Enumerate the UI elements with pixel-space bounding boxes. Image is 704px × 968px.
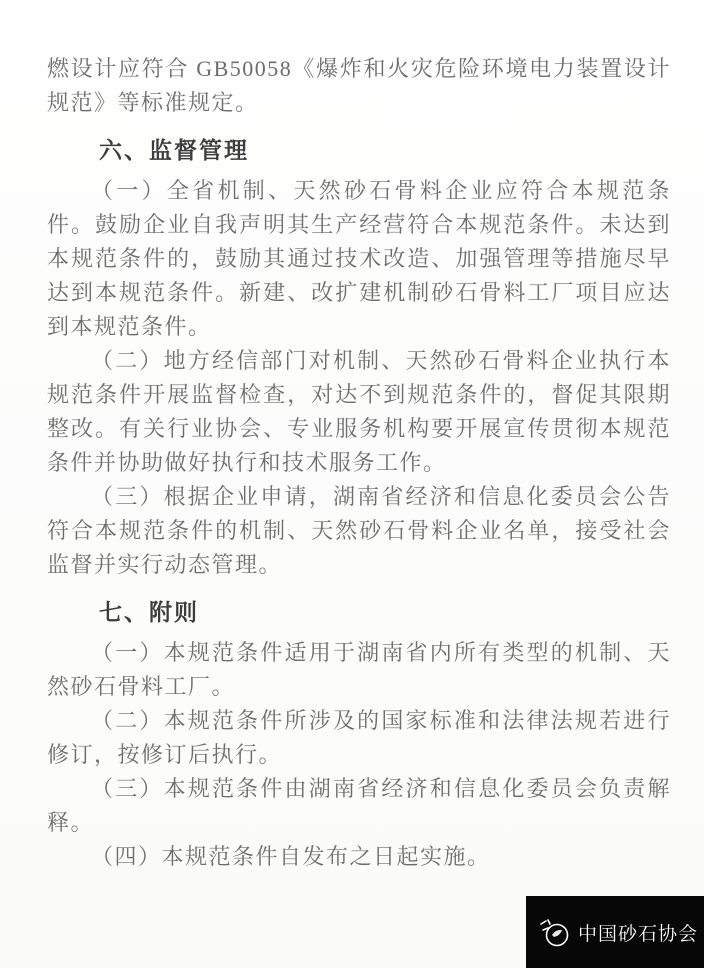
paragraph-supervision-3: （三）根据企业申请，湖南省经济和信息化委员会公告符合本规范条件的机制、天然砂石骨料企业名单，接受社会监督并实行动态管理。 — [47, 484, 671, 577]
watermark-bar — [526, 896, 704, 968]
paragraph-appendix-1: （一）本规范条件适用于湖南省内所有类型的机制、天然砂石骨料工厂。 — [47, 640, 671, 699]
section-heading-appendix: 七、附则 — [99, 599, 199, 625]
paragraph-supervision-1: （一）全省机制、天然砂石骨料企业应符合本规范条件。鼓励企业自我声明其生产经营符合本规范条件。未达到本规范条件的，鼓励其通过技术改造、加强管理等措施尽早达到本规范条件。新建、改扩建机制砂石骨料工厂项目应达到本规范条件。 — [47, 178, 671, 339]
watermark-brand-text: 中国砂石协会 — [578, 923, 699, 945]
paragraph-appendix-2: （二）本规范条件所涉及的国家标准和法律法规若进行修订，按修订后执行。 — [47, 708, 671, 767]
paragraph-supervision-2: （二）地方经信部门对机制、天然砂石骨料企业执行本规范条件开展监督检查，对达不到规范条件的，督促其限期整改。有关行业协会、专业服务机构要开展宣传贯彻本规范条件并协助做好执行和技术服务工作。 — [47, 348, 671, 475]
document-content — [47, 52, 671, 874]
cssa-logo-icon — [538, 914, 572, 950]
section-heading-supervision: 六、监督管理 — [99, 137, 249, 163]
paragraph-appendix-4: （四）本规范条件自发布之日起实施。 — [91, 844, 491, 869]
paragraph-intro-continuation: 燃设计应符合 GB50058《爆炸和火灾危险环境电力装置设计规范》等标准规定。 — [47, 56, 671, 115]
paragraph-appendix-3: （三）本规范条件由湖南省经济和信息化委员会负责解释。 — [47, 776, 671, 835]
